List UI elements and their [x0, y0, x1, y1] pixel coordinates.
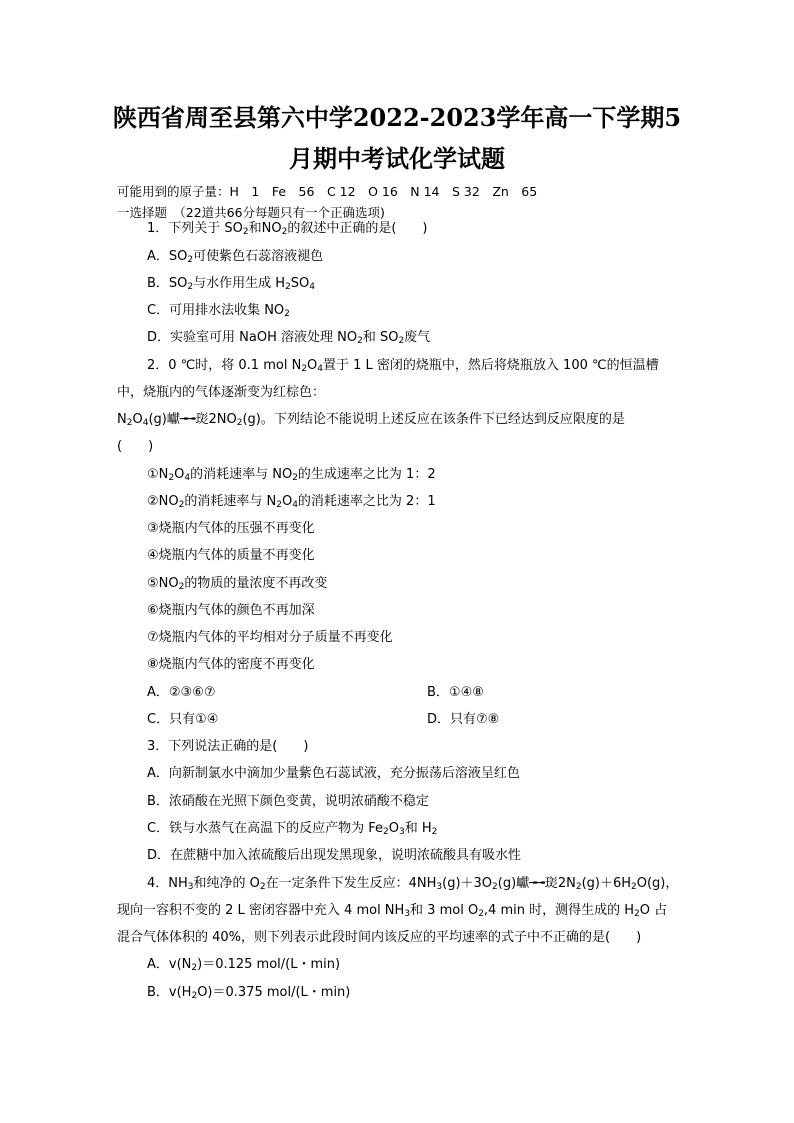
question-3-option-d: D．在蔗糖中加入浓硫酸后出现发黑现象，说明浓硫酸具有吸水性	[147, 848, 522, 863]
question-2-statement-6: ⑥烧瓶内气体的颜色不再加深	[147, 603, 315, 618]
question-4-stem-line-2: 现向一容积不变的 2 L 密闭容器中充入 4 mol $NH_3$和 3 mol $O_2,4$ min 时，测得生成的 $H_2O$ 占	[117, 903, 668, 919]
question-2-statement-3: ③烧瓶内气体的压强不再变化	[147, 521, 315, 536]
question-2-statement-1: $①N_2O_4$的消耗速率与 $NO_2$的生成速率之比为 1：2	[147, 467, 436, 483]
question-2-option-a: A．②③⑥⑦	[147, 685, 216, 700]
atomic-mass-list: 可能用到的原子量：H 1 Fe 56 C 12 O 16 N 14 S 32 Zn 65	[117, 184, 538, 199]
question-2-option-c: C．只有①④	[147, 712, 219, 727]
question-1-option-d: D．实验室可用 NaOH 溶液处理 $NO_2$和 $SO_2$废气	[147, 330, 431, 346]
question-2-stem-line-1: 2．0 ℃时，将 0.1 mol $N_2O_4$置于 1 L 密闭的烧瓶中，然后将烧瓶放入 100 ℃的恒温槽	[147, 358, 659, 374]
question-1-option-c: C．可用排水法收集 $NO_2$	[147, 303, 290, 319]
question-2-stem-line-4: ( )	[117, 439, 154, 454]
question-3-option-a: A．向新制氯水中滴加少量紫色石蕊试液，充分振荡后溶液呈红色	[147, 766, 520, 781]
section-heading: 一选择题 （22道共66分每题只有一个正确选项)	[117, 205, 385, 220]
question-4-stem-line-1: 4．$NH_3$和纯净的 $O_2$在一定条件下发生反应：$4NH_3(g)+3O_2(g)$巘╼╼珳$2N_2(g)+6H_2O(g)$，	[147, 876, 679, 892]
question-4-stem-line-3: 混合气体体积的 40%，则下列表示此段时间内该反应的平均速率的式子中不正确的是( )	[117, 930, 642, 945]
question-2-statement-7: ⑦烧瓶内气体的平均相对分子质量不再变化	[147, 630, 393, 645]
question-3-option-b: B．浓硝酸在光照下颜色变黄，说明浓硝酸不稳定	[147, 794, 429, 809]
exam-title-line-2: 月期中考试化学试题	[289, 144, 505, 173]
question-2-statement-2: $②NO_2$的消耗速率与 $N_2O_4$的消耗速率之比为 2：1	[147, 494, 436, 510]
question-2-stem-line-3: $N_2O_4(g)$巘╼╼珳$2NO_2(g)$。下列结论不能说明上述反应在该条件下已经达到反应限度的是	[117, 412, 625, 428]
question-4-option-b: B．$v(H_2O)=0.375$ mol/(L・min)	[147, 985, 351, 1001]
question-2-statement-4: ④烧瓶内气体的质量不再变化	[147, 548, 315, 563]
question-2-statement-5: $⑤NO_2$的物质的量浓度不再改变	[147, 576, 328, 592]
exam-title-line-1: 陕西省周至县第六中学2022-2023学年高一下学期5	[112, 103, 682, 132]
question-1-stem: 1．下列关于 $SO_2$和$NO_2$的叙述中正确的是( )	[147, 221, 428, 237]
question-4-option-a: A．$v(N_2)=0.125$ mol/(L・min)	[147, 957, 341, 973]
question-3-option-c: C．铁与水蒸气在高温下的反应产物为 $Fe_2O_3$和 $H_2$	[147, 821, 438, 837]
question-2-stem-line-2: 中，烧瓶内的气体逐渐变为红棕色：	[117, 385, 326, 400]
question-2-option-d: D．只有⑦⑧	[427, 712, 500, 727]
question-3-stem: 3．下列说法正确的是( )	[147, 739, 309, 754]
question-2-option-b: B．①④⑧	[427, 685, 484, 700]
question-1-option-a: A．$SO_2$可使紫色石蕊溶液褪色	[147, 249, 324, 265]
question-2-statement-8: ⑧烧瓶内气体的密度不再变化	[147, 657, 315, 672]
question-1-option-b: B．$SO_2$与水作用生成 $H_2SO_4$	[147, 276, 316, 292]
